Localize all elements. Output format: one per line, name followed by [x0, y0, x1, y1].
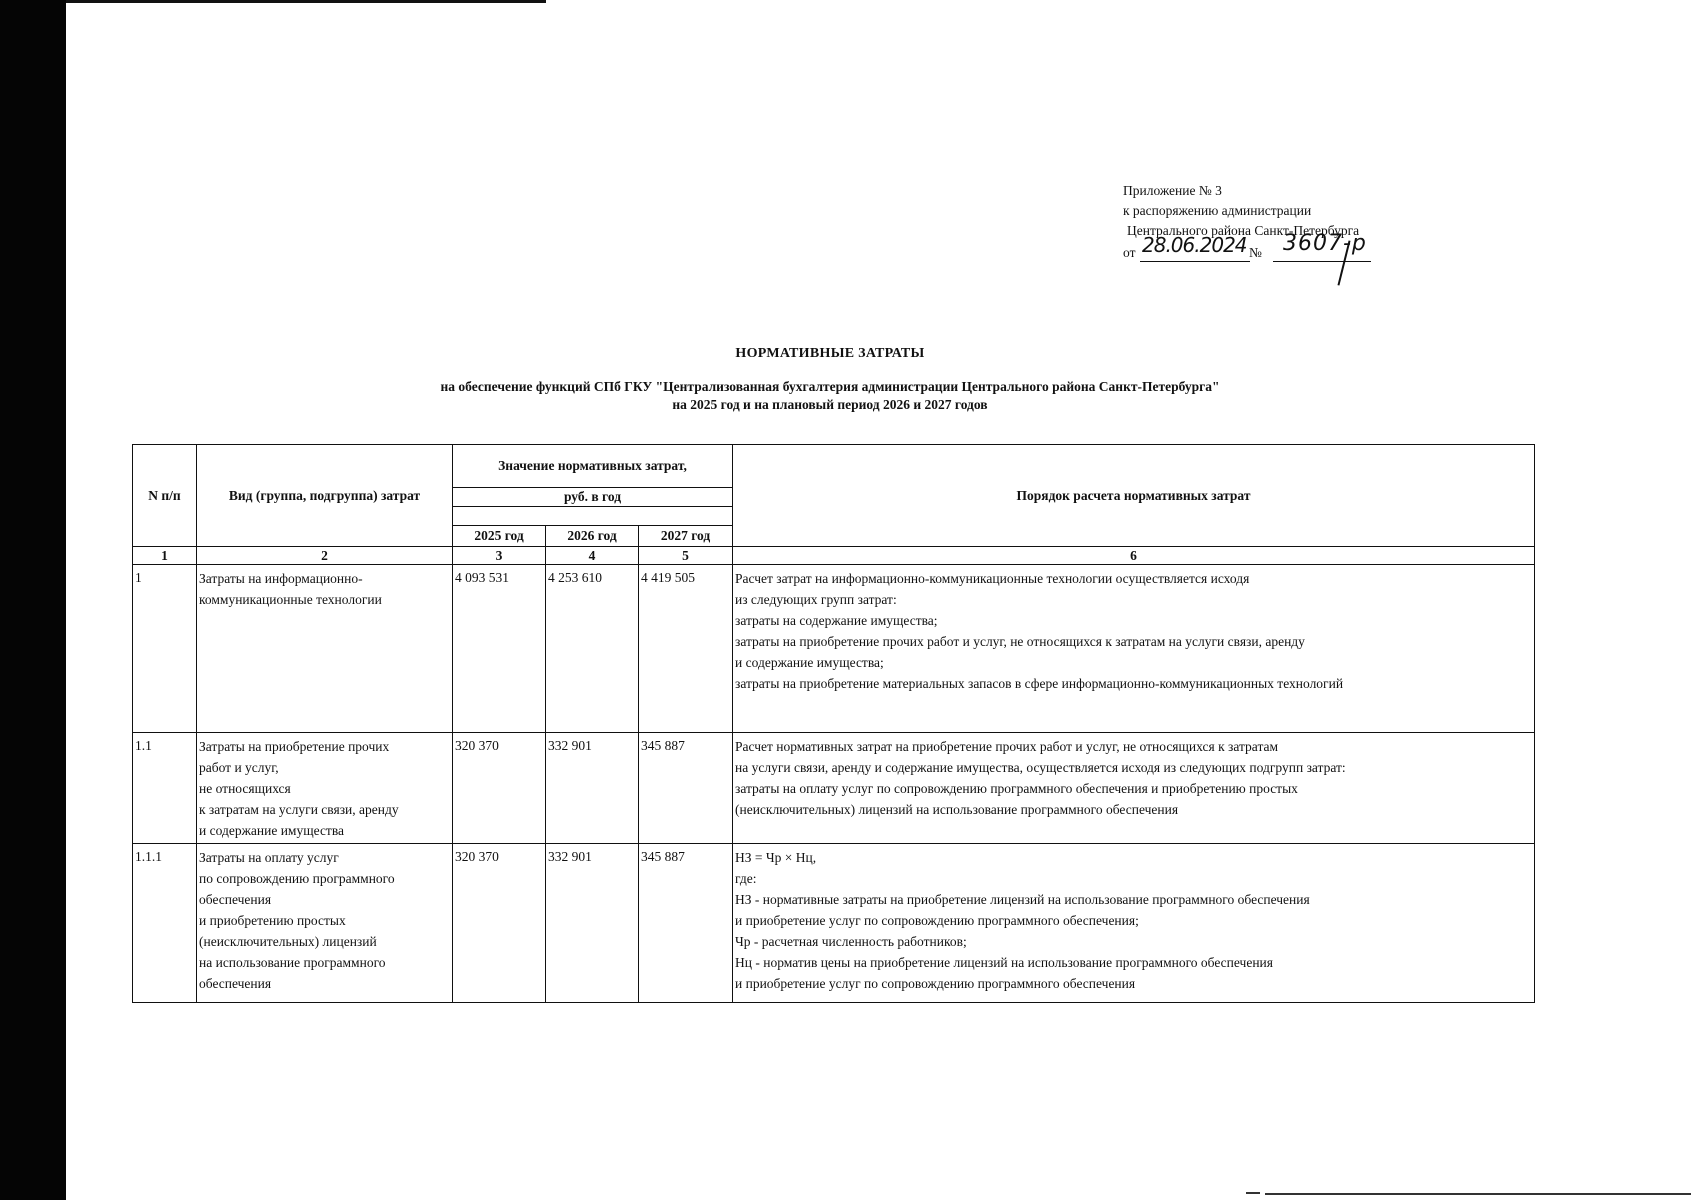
method-text	[733, 844, 1534, 996]
text-line: Расчет затрат на информационно-коммуникационные технологии осуществляется исходя	[735, 571, 1250, 586]
value-2027: 345 887	[641, 849, 685, 864]
text-line: и содержание имущества	[199, 823, 345, 838]
scan-border-bottom	[1265, 1193, 1691, 1195]
document-title: НОРМАТИВНЫЕ ЗАТРАТЫ	[735, 346, 925, 361]
text-line: из следующих групп затрат:	[735, 592, 897, 607]
document-subtitle	[130, 378, 1530, 414]
text-line: где:	[735, 871, 757, 886]
appendix-line-2: к распоряжению администрации	[1123, 203, 1312, 218]
date-underline	[1140, 261, 1250, 262]
value-2025: 4 093 531	[455, 570, 509, 585]
column-number: 4	[546, 547, 639, 565]
column-number: 1	[133, 547, 197, 565]
value-2025: 320 370	[455, 738, 499, 753]
text-line: Затраты на оплату услуг	[199, 850, 339, 865]
value-2026: 332 901	[548, 738, 592, 753]
value-2026: 4 253 610	[548, 570, 602, 585]
header-method: Порядок расчета нормативных затрат	[733, 445, 1535, 547]
text-line: и приобретению простых	[199, 913, 346, 928]
text-line: Затраты на информационно-	[199, 571, 363, 586]
value-2026: 332 901	[548, 849, 592, 864]
value-2027: 4 419 505	[641, 570, 695, 585]
from-label: от	[1123, 245, 1136, 260]
method-text	[733, 565, 1534, 696]
header-num: N п/п	[133, 445, 197, 547]
text-line: и содержание имущества;	[735, 655, 884, 670]
column-number: 6	[733, 547, 1535, 565]
column-number: 2	[197, 547, 453, 565]
header-empty-row	[453, 507, 733, 526]
subtitle-line-1: на обеспечение функций СПб ГКУ "Централизованная бухгалтерия администрации Центрального района Санкт-Петербурга"	[440, 379, 1220, 394]
text-line: и приобретение услуг по сопровождению программного обеспечения;	[735, 913, 1139, 928]
cost-table	[132, 444, 1535, 1003]
document-title-block	[130, 346, 1530, 414]
table-row	[133, 733, 1535, 844]
text-line: коммуникационные технологии	[199, 592, 382, 607]
text-line: Нц - норматив цены на приобретение лицензий на использование программного обеспечения	[735, 955, 1273, 970]
text-line: к затратам на услуги связи, аренду	[199, 802, 399, 817]
table-row	[133, 565, 1535, 733]
handwritten-date: 28.06.2024	[1142, 233, 1247, 257]
text-line: на использование программного	[199, 955, 386, 970]
cost-type-text	[197, 733, 452, 843]
number-underline	[1273, 261, 1371, 262]
column-number: 3	[453, 547, 546, 565]
header-year-2027: 2027 год	[639, 526, 733, 547]
text-line: (неисключительных) лицензий на использование программного обеспечения	[735, 802, 1179, 817]
formula-line: НЗ = Чр × Нц,	[735, 850, 817, 865]
scan-border-top	[66, 0, 546, 3]
text-line: Затраты на приобретение прочих	[199, 739, 390, 754]
text-line: работ и услуг,	[199, 760, 279, 775]
text-line: обеспечения	[199, 976, 272, 991]
text-line: затраты на содержание имущества;	[735, 613, 938, 628]
appendix-line-3: Центрального района Санкт-Петербурга	[1127, 223, 1360, 238]
header-year-2025: 2025 год	[453, 526, 546, 547]
text-line: Расчет нормативных затрат на приобретение прочих работ и услуг, не относящихся к затратам	[735, 739, 1279, 754]
header-type: Вид (группа, подгруппа) затрат	[197, 445, 453, 547]
header-year-2026: 2026 год	[546, 526, 639, 547]
text-line: по сопровождению программного	[199, 871, 395, 886]
number-label: №	[1249, 245, 1262, 260]
text-line: не относящихся	[199, 781, 291, 796]
table-row	[133, 844, 1535, 1003]
text-line: затраты на приобретение прочих работ и услуг, не относящихся к затратам на услуги связи, аренду	[735, 634, 1305, 649]
text-line: затраты на оплату услуг по сопровождению программного обеспечения и приобретению простых	[735, 781, 1298, 796]
text-line: НЗ - нормативные затраты на приобретение лицензий на использование программного обеспечения	[735, 892, 1310, 907]
text-line: на услуги связи, аренду и содержание имущества, осуществляется исходя из следующих подгрупп затрат:	[735, 760, 1346, 775]
appendix-line-1: Приложение № 3	[1123, 183, 1222, 198]
text-line: обеспечения	[199, 892, 272, 907]
cost-type-text	[197, 565, 452, 612]
text-line: затраты на приобретение материальных запасов в сфере информационно-коммуникационных технологий	[735, 676, 1344, 691]
scan-mark-bottom	[1246, 1192, 1260, 1194]
text-line: и приобретение услуг по сопровождению программного обеспечения	[735, 976, 1136, 991]
header-values-title: Значение нормативных затрат,	[453, 445, 733, 488]
cost-type-text	[197, 844, 452, 996]
text-line: Чр - расчетная численность работников;	[735, 934, 967, 949]
value-2027: 345 887	[641, 738, 685, 753]
header-values-unit: руб. в год	[453, 488, 733, 507]
appendix-header	[1123, 181, 1423, 263]
column-number: 5	[639, 547, 733, 565]
column-number-row	[133, 547, 1535, 565]
row-number: 1	[135, 570, 142, 585]
handwritten-number: 3607-р	[1283, 231, 1367, 256]
scan-border-left	[0, 0, 66, 1200]
subtitle-line-2: на 2025 год и на плановый период 2026 и 2027 годов	[672, 397, 988, 412]
row-number: 1.1	[135, 738, 152, 753]
value-2025: 320 370	[455, 849, 499, 864]
appendix-signature-line	[1123, 231, 1423, 263]
row-number: 1.1.1	[135, 849, 162, 864]
method-text	[733, 733, 1534, 822]
text-line: (неисключительных) лицензий	[199, 934, 377, 949]
